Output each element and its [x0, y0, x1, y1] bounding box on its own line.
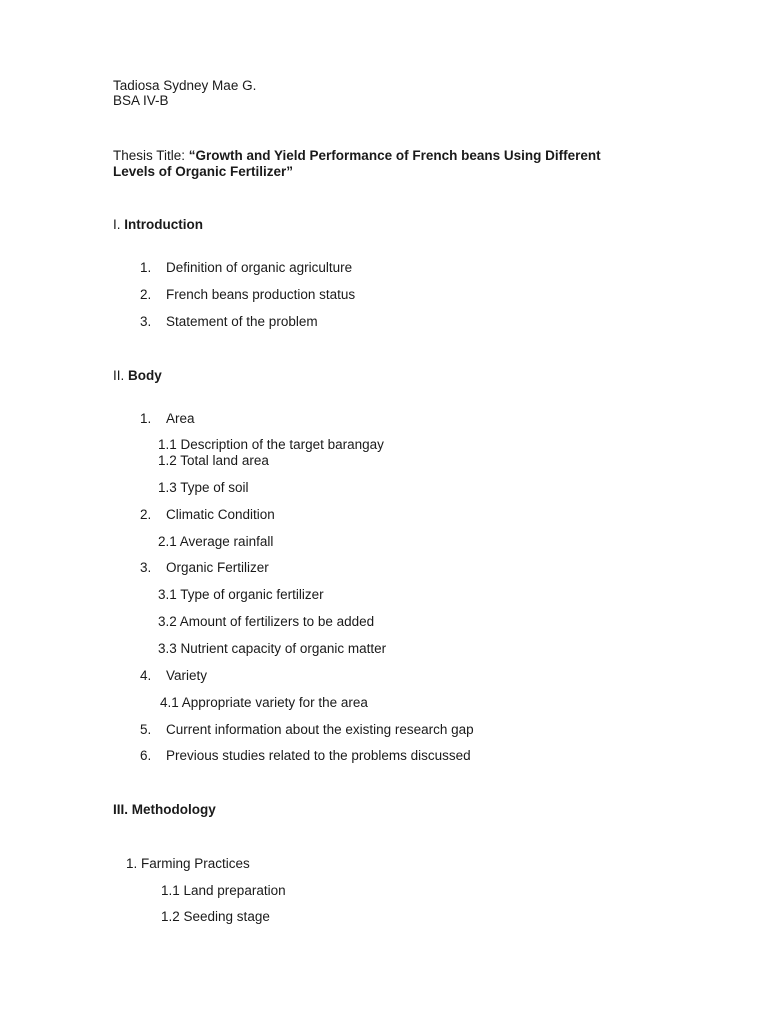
intro-item-1: Definition of organic agriculture	[166, 260, 353, 275]
body-item-3-number: 3.	[140, 560, 152, 575]
thesis-title-line-2: Levels of Organic Fertilizer”	[113, 164, 294, 179]
intro-item-2: French beans production status	[166, 287, 356, 302]
body-item-2: Climatic Condition	[166, 507, 275, 522]
intro-item-1-number: 1.	[140, 260, 152, 275]
body-subitem-3-3: 3.3 Nutrient capacity of organic matter	[158, 641, 387, 656]
intro-item-2-number: 2.	[140, 287, 152, 302]
introduction-heading	[113, 217, 203, 233]
body-title: Body	[128, 368, 162, 383]
methodology-subitem-1-2: 1.2 Seeding stage	[161, 909, 270, 924]
body-item-1: Area	[166, 411, 195, 426]
body-heading	[113, 368, 162, 384]
intro-item-3: Statement of the problem	[166, 314, 318, 329]
body-item-1-number: 1.	[140, 411, 152, 426]
intro-item-3-number: 3.	[140, 314, 152, 329]
author-name: Tadiosa Sydney Mae G.	[113, 78, 257, 93]
body-item-4: Variety	[166, 668, 208, 683]
thesis-title-line-1	[113, 148, 601, 164]
thesis-title-text: “Growth and Yield Performance of French beans Using Different	[188, 148, 601, 163]
body-subitem-1-2: 1.2 Total land area	[158, 453, 269, 468]
body-item-2-number: 2.	[140, 507, 152, 522]
body-subitem-3-2: 3.2 Amount of fertilizers to be added	[158, 614, 375, 629]
introduction-title: Introduction	[124, 217, 203, 232]
introduction-numeral: I.	[113, 217, 125, 232]
body-numeral: II.	[113, 368, 129, 383]
methodology-heading: III. Methodology	[113, 802, 216, 817]
body-subitem-3-1: 3.1 Type of organic fertilizer	[158, 587, 324, 602]
body-item-4-number: 4.	[140, 668, 152, 683]
body-subitem-1-1: 1.1 Description of the target barangay	[158, 437, 384, 452]
body-item-3: Organic Fertilizer	[166, 560, 269, 575]
body-item-6-number: 6.	[140, 748, 152, 763]
body-item-5: Current information about the existing research gap	[166, 722, 474, 737]
methodology-item-1: 1. Farming Practices	[126, 856, 250, 871]
body-subitem-4-1: 4.1 Appropriate variety for the area	[160, 695, 368, 710]
thesis-label: Thesis Title:	[113, 148, 189, 163]
body-subitem-2-1: 2.1 Average rainfall	[158, 534, 274, 549]
body-subitem-1-3: 1.3 Type of soil	[158, 480, 249, 495]
body-item-5-number: 5.	[140, 722, 152, 737]
methodology-subitem-1-1: 1.1 Land preparation	[161, 883, 286, 898]
class-section: BSA IV-B	[113, 93, 169, 108]
body-item-6: Previous studies related to the problems discussed	[166, 748, 471, 763]
